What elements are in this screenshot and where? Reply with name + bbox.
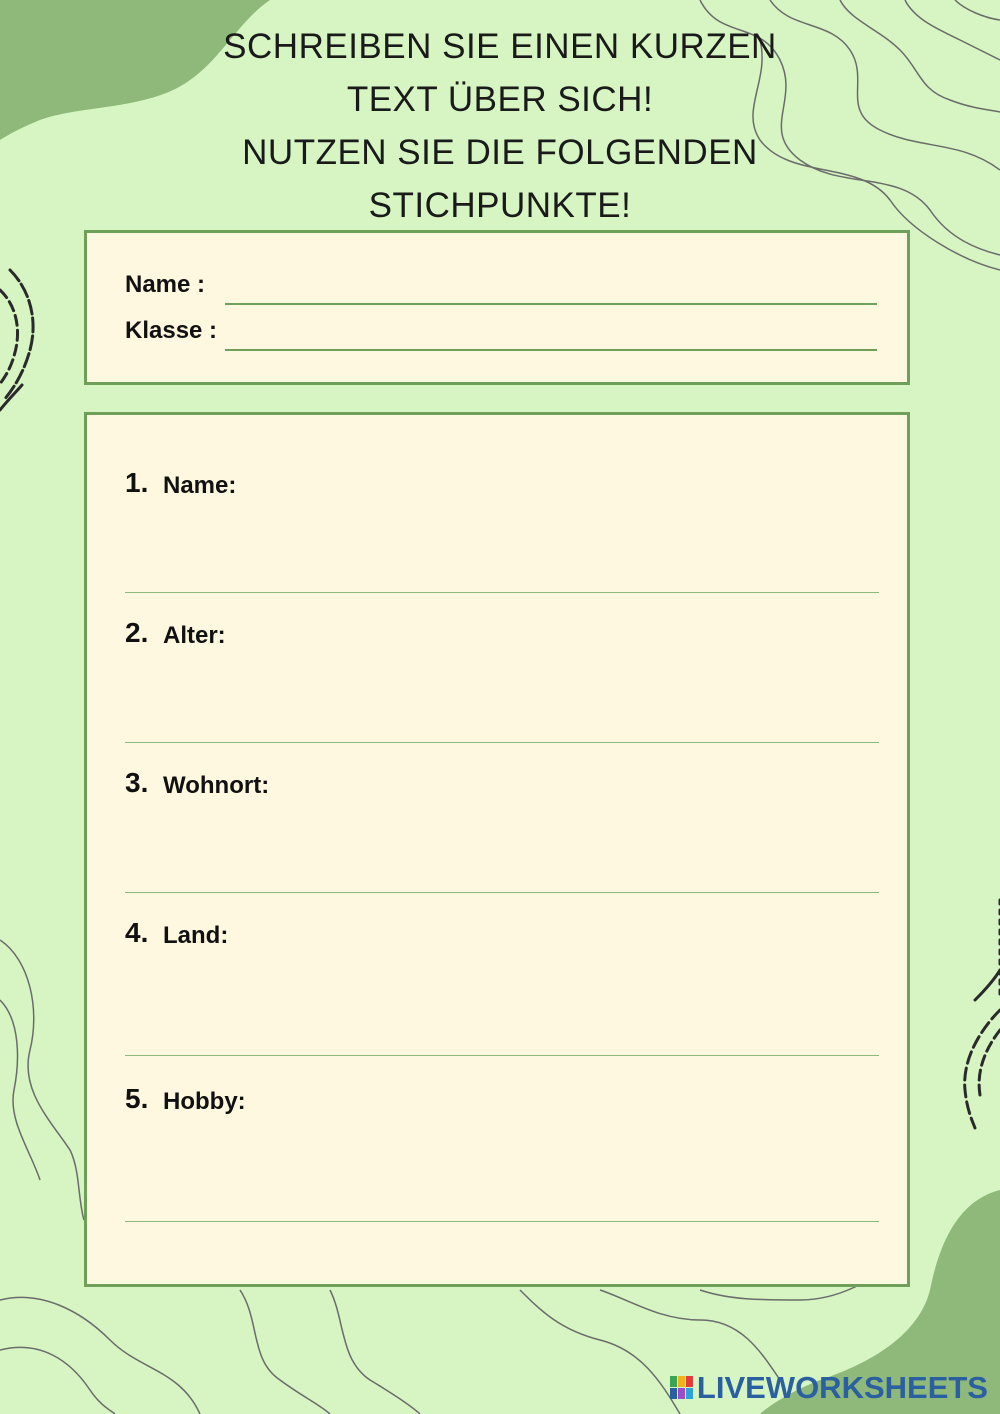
question-label-alter: Alter: xyxy=(163,622,226,649)
question-label-land: Land: xyxy=(163,922,229,949)
answer-line-name[interactable] xyxy=(125,592,879,593)
name-field-row xyxy=(125,265,877,305)
title-line-2: TEXT ÜBER SICH! xyxy=(346,80,654,119)
klasse-field-input-line[interactable] xyxy=(225,349,877,351)
name-field-label: Name : xyxy=(125,271,206,298)
liveworksheets-logo-icon xyxy=(670,1376,694,1400)
question-number-4: 4. xyxy=(125,917,149,948)
liveworksheets-logo[interactable] xyxy=(670,1370,988,1406)
right-brush-strokes xyxy=(965,900,1000,1128)
title-line-3: NUTZEN SIE DIE FOLGENDEN xyxy=(242,133,758,172)
question-number-5: 5. xyxy=(125,1083,149,1114)
left-contours xyxy=(0,940,84,1220)
questions-card xyxy=(84,412,910,1287)
liveworksheets-logo-text: LIVEWORKSHEETS xyxy=(696,1370,988,1405)
title-line-1: SCHREIBEN SIE EINEN KURZEN xyxy=(223,27,777,66)
student-info-card xyxy=(84,230,910,385)
question-label-hobby: Hobby: xyxy=(163,1088,246,1115)
question-number-1: 1. xyxy=(125,467,149,498)
klasse-field-label: Klasse : xyxy=(125,317,218,344)
answer-line-alter[interactable] xyxy=(125,742,879,743)
answer-line-wohnort[interactable] xyxy=(125,892,879,893)
klasse-field-row xyxy=(125,311,877,351)
question-number-3: 3. xyxy=(125,767,149,798)
left-brush-strokes xyxy=(0,270,33,410)
title-line-4: STICHPUNKTE! xyxy=(368,186,632,225)
name-field-input-line[interactable] xyxy=(225,303,877,305)
worksheet-title xyxy=(0,20,1000,232)
question-label-name: Name: xyxy=(163,472,237,499)
question-label-wohnort: Wohnort: xyxy=(163,772,270,799)
question-number-2: 2. xyxy=(125,617,149,648)
answer-line-land[interactable] xyxy=(125,1055,879,1056)
answer-line-hobby[interactable] xyxy=(125,1221,879,1222)
